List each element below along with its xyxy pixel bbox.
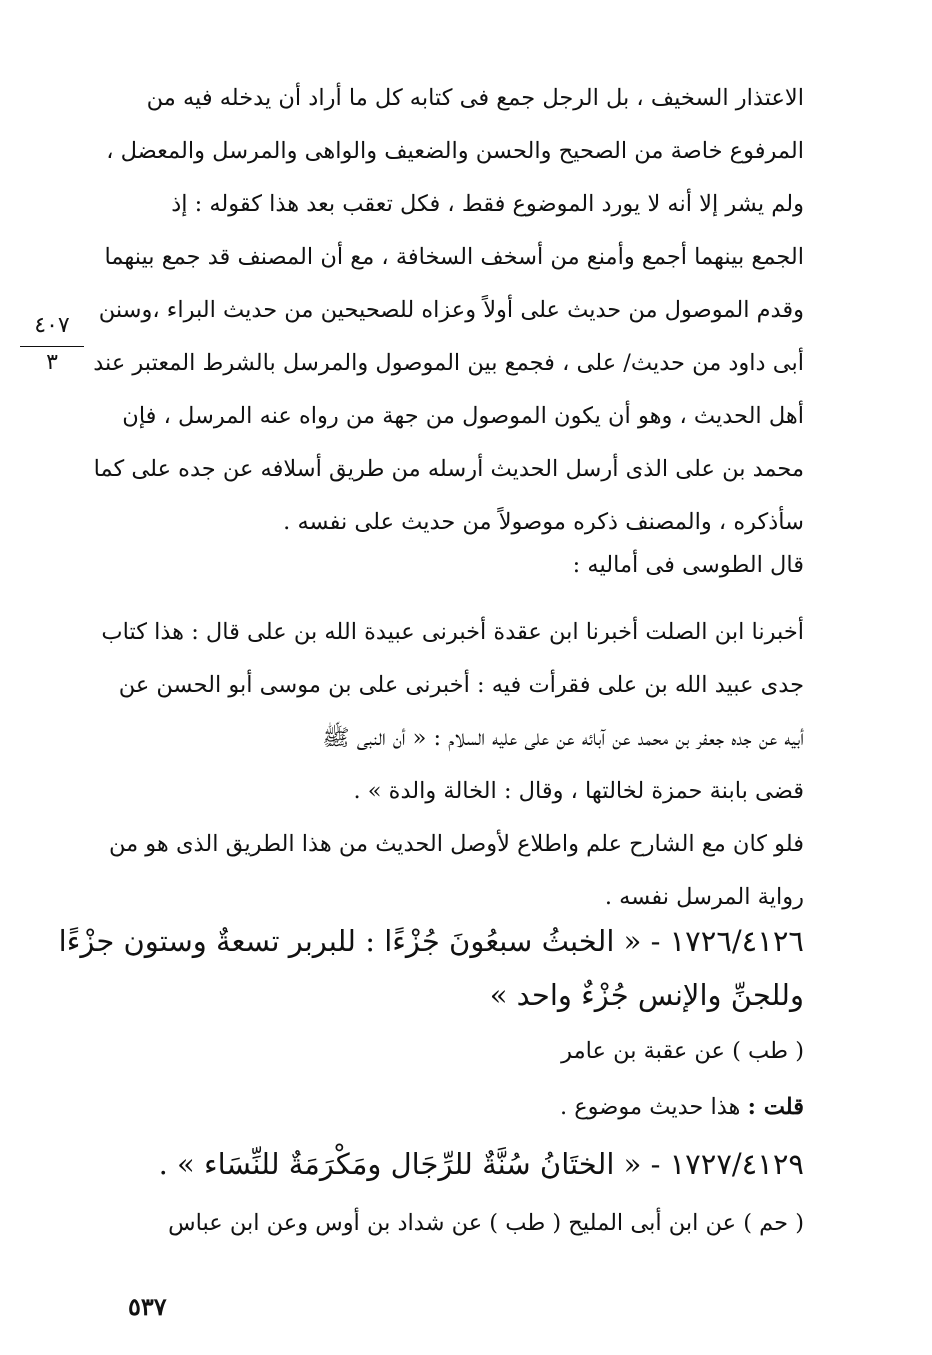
text-line: جدى عبيد الله بن على فقرأت فيه : أخبرنى على بن موسى أبو الحسن عن — [118, 672, 804, 698]
text-line: وقدم الموصول من حديث على أولاً وعزاه للصحيحين من حديث البراء ،وسنن — [98, 297, 804, 323]
text-line: المرفوع خاصة من الصحيح والحسن والضعيف والواهى والمرسل والمعضل ، — [106, 138, 804, 164]
text-line: أبيه عن جده جعفر بن محمد عن آبائه عن على عليه السلام : « أن النبى ﷺ — [322, 725, 804, 751]
margin-reference-top: ٤٠٧ — [34, 313, 70, 338]
text-line: ولم يشر إلا أنه لا يورد الموضوع فقط ، فكل تعقب بعد هذا كقوله : إذ — [171, 191, 804, 217]
text-line: قضى بابنة حمزة لخالتها ، وقال : الخالة والدة » . — [353, 778, 804, 804]
margin-reference — [20, 312, 84, 377]
text-line: ١٧٢٦/٤١٢٦ - « الخبثُ سبعُونَ جُزْءًا : للبربر تسعةٌ وستون جزْءًا — [58, 924, 804, 958]
page-number: ٥٣٧ — [128, 1292, 167, 1321]
text-line: أهل الحديث ، وهو أن يكون الموصول من جهة من رواه عنه المرسل ، فإن — [122, 403, 804, 429]
margin-reference-bottom: ٣ — [46, 350, 58, 375]
hadith-1726 — [58, 914, 804, 1022]
heading-tusi: قال الطوسى فى أماليه : — [572, 552, 804, 578]
qultu-text: هذا حديث موضوع . — [559, 1094, 741, 1120]
paragraph-1 — [94, 72, 804, 549]
text-line: فلو كان مع الشارح علم واطلاع لأوصل الحديث من هذا الطريق الذى هو من — [108, 831, 804, 857]
text-line: الاعتذار السخيف ، بل الرجل جمع فى كتابه كل ما أراد أن يدخله فيه من — [146, 85, 804, 111]
source-1727: ( حم ) عن ابن أبى المليح ( طب ) عن شداد بن أوس وعن ابن عباس — [168, 1210, 804, 1236]
text-line: الجمع بينهما أجمع وأمنع من أسخف السخافة ، مع أن المصنف قد جمع بينهما — [104, 244, 804, 270]
text-line: أخبرنا ابن الصلت أخبرنا ابن عقدة أخبرنى عبيدة الله بن على قال : هذا كتاب — [101, 619, 804, 645]
source-1726: ( طب ) عن عقبة بن عامر — [561, 1038, 804, 1064]
hadith-1727: ١٧٢٧/٤١٢٩ - « الختَانُ سُنَّةٌ للرِّجَال ومَكْرَمَةٌ للنِّسَاء » . — [158, 1147, 804, 1181]
paragraph-3 — [94, 818, 804, 924]
text-line: أبى داود من حديث/ على ، فجمع بين الموصول والمرسل بالشرط المعتبر عند — [93, 350, 804, 376]
text-line: محمد بن على الذى أرسل الحديث أرسله من طريق أسلافه عن جده على كما — [93, 456, 804, 482]
qultu-label: قلت : — [747, 1094, 804, 1120]
text-line: رواية المرسل نفسه . — [604, 884, 804, 910]
qultu-line — [560, 1094, 804, 1120]
text-line: سأذكره ، والمصنف ذكره موصولاً من حديث على نفسه . — [283, 509, 804, 535]
text-line: وللجنِّ والإنس جُزْءٌ واحد » — [489, 978, 804, 1012]
margin-reference-divider — [20, 346, 84, 347]
paragraph-2 — [94, 606, 804, 818]
